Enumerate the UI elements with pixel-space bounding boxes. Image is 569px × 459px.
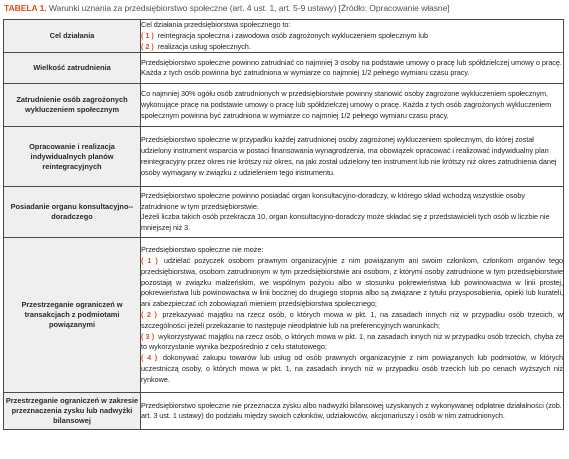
row-content — [141, 53, 564, 84]
row-content — [141, 238, 564, 393]
row-intro: Przedsiębiorstwo społeczne powinno zatrudniać co najmniej 3 osoby na podstawie umowy o pracę lub spółdzielczej umowy o pracę. Każda z tych osób powinna być zatrudniona w wymiarze co najmniej 1/2 pełnego wymiaru czasu pracy. — [141, 57, 562, 78]
conditions-table — [3, 19, 564, 430]
row-content — [141, 20, 564, 53]
table-title: Warunki uznania za przedsiębiorstwo społeczne (art. 4 ust. 1, art. 5-9 ustawy) [Źródło: Opracowanie własne] — [46, 3, 450, 13]
table-row — [4, 84, 564, 127]
list-item — [141, 310, 563, 332]
item-text: udzielać pożyczek osobom prawnym organizacyjnie z nim powiązanym ani swoim członkom, członkom organów tego przedsiębiorstwa, osobom zatrudnionym w tym przedsiębiorstwie ani osobom, z którymi osoby zatrudnione w tym przedsiębiorstwie pozostają w związku małżeńskim, we wspólnym pożyciu albo w stosunku pokrewieństwa lub powinowactwa w linii prostej, pokrewieństwa lub powinowactwa w linii bocznej do drugiego stopnia albo są związane z tytułu przysposobienia, opieki lub kurateli, ani zabezpieczać ich zobowiązań mieniem przedsiębiorstwa społecznego; — [141, 256, 563, 309]
table-caption — [4, 2, 566, 15]
item-number: ( 2 ) — [141, 41, 154, 51]
item-number: ( 1 ) — [141, 256, 158, 265]
row-intro: Przedsiębiorstwo społeczne w przypadku każdej zatrudnionej osoby zagrożonej wykluczeniem społecznym, do której został udzielony instrument wsparcia w postaci finansowania wynagrodzenia, ma obowiązek opracować i realizować indywidualny plan reintegracyjny przez okres nie krótszy niż okres, na jaki został udzielony ten instrument lub nie krótszy niż okres zatrudnienia danej osoby wymagany w związku z udzieleniem tego instrumentu. — [141, 135, 557, 177]
table-row — [4, 53, 564, 84]
row-label: Cel działania — [4, 20, 141, 53]
item-text: dokonywać zakupu towarów lub usług od osób prawnych organizacyjnie z nim powiązanych lub podmiotów, w których uczestniczą osoby, o których mowa w pkt. 1, na zasadach innych niż w przypadku osób trzecich lub po cenach wyższych niż rynkowe. — [141, 353, 563, 384]
row-label: Opracowanie i realizacja indywidualnych planów reintegracyjnych — [4, 127, 141, 187]
item-number: ( 2 ) — [141, 309, 157, 319]
row-intro: Co najmniej 30% ogółu osób zatrudnionych w przedsiębiorstwie powinny stanowić osoby zagrożone wykluczeniem społecznym, wykonujące pracę na podstawie umowy o pracę lub spółdzielczej umowy o pracę. Każda z tych osób zagrożonych wykluczeniem społecznym powinna być zatrudniona w wymiarze co najmniej 1/2 pełnego wymiaru czasu pracy. — [141, 89, 552, 120]
item-number: ( 3 ) — [141, 331, 155, 341]
item-number: ( 1 ) — [141, 30, 154, 40]
table-row — [4, 187, 564, 238]
row-content — [141, 127, 564, 187]
item-text: przekazywać majątku na rzecz osób, o których mowa w pkt. 1, na zasadach innych niż w przypadku osób trzecich, w szczególności jeżeli przekazanie to następuje nieodpłatnie lub na preferencyjnych warunkach; — [141, 309, 563, 330]
item-text: realizacja usług społecznych. — [157, 41, 251, 51]
list-item — [141, 332, 563, 354]
row-intro: Przedsiębiorstwo społeczne powinno posiadać organ konsultacyjno-doradczy, w którego skład wchodzą wszystkie osoby zatrudnione w tym przedsiębiorstwie. — [141, 190, 525, 211]
list-item — [141, 353, 563, 385]
list-item — [141, 256, 563, 310]
list-item — [141, 42, 563, 53]
table-number: TABELA 1. — [4, 3, 47, 13]
table-row — [4, 127, 564, 187]
row-intro: Przedsiębiorstwo społeczne nie przeznacza zysku albo nadwyżki bilansowej uzyskanych z wykonywanej odpłatnie działalności (zob. art. 3 ust. 1 ustawy) do podziału między swoich członków, udziałowców, akcjonariuszy i osób w nim zatrudnionych. — [141, 400, 562, 421]
row-intro: Przedsiębiorstwo społeczne nie może: — [141, 245, 264, 255]
table-row — [4, 238, 564, 393]
row-content — [141, 393, 564, 430]
item-text: reintegracja społeczna i zawodowa osób zagrożonych wykluczeniem społecznym lub — [157, 30, 428, 40]
row-content — [141, 187, 564, 238]
row-label: Przestrzeganie ograniczeń w zakresie przeznaczenia zysku lub nadwyżki bilansowej — [4, 393, 141, 430]
item-number: ( 4 ) — [141, 353, 158, 363]
item-text: wykorzystywać majątku na rzecz osób, o których mowa w pkt. 1, na zasadach innych niż w przypadku osób trzecich, chyba że to wykorzystanie wynika bezpośrednio z celu statutowego; — [141, 331, 563, 352]
row-label: Wielkość zatrudnienia — [4, 53, 141, 84]
row-label: Posiadanie organu konsultacyjno--doradczego — [4, 187, 141, 238]
row-label: Zatrudnienie osób zagrożonych wykluczeniem społecznym — [4, 84, 141, 127]
row-intro: Cel działania przedsiębiorstwa społecznego to: — [141, 20, 291, 29]
table-row — [4, 20, 564, 53]
row-label: Przestrzeganie ograniczeń w transakcjach z podmiotami powiązanymi — [4, 238, 141, 393]
row-intro-secondary: Jeżeli liczba takich osób przekracza 10, organ konsultacyjno-doradczy może składać się z przedstawicieli tych osób w liczbie nie mniejszej niż 3. — [141, 212, 550, 233]
table-row — [4, 393, 564, 430]
list-item — [141, 31, 563, 42]
row-content — [141, 84, 564, 127]
